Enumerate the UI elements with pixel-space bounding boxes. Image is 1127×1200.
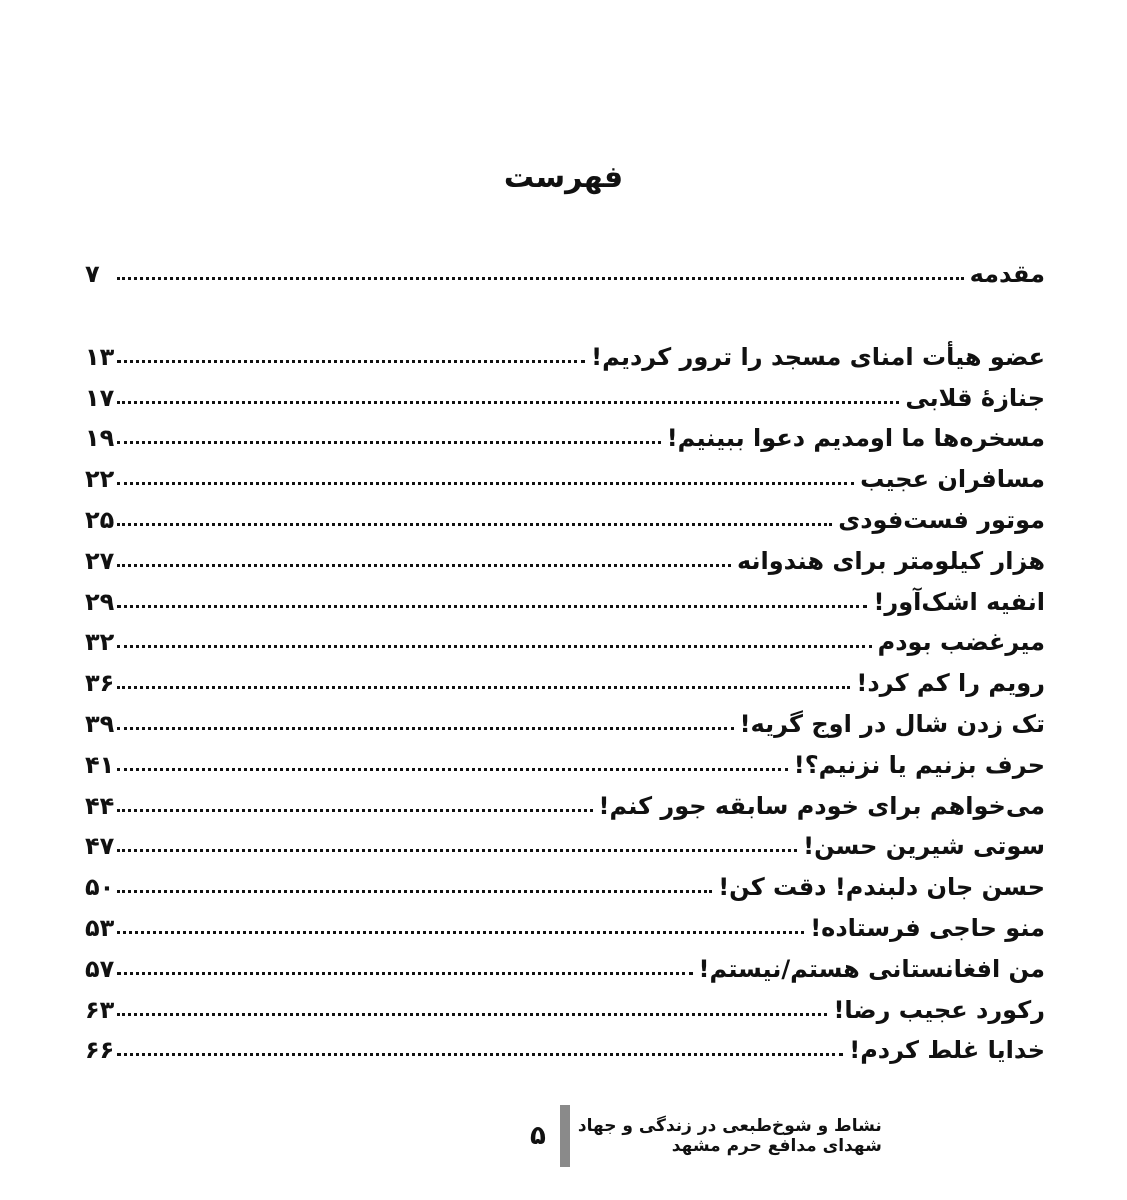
toc-entry-page: ۳۲ — [85, 628, 115, 657]
toc-row — [85, 695, 1045, 736]
toc-entry-title: سوتی شیرین حسن! — [803, 832, 1045, 861]
toc-row — [85, 369, 1045, 410]
toc-entry-title: عضو هیأت امنای مسجد را ترور کردیم! — [591, 342, 1045, 371]
toc-entry-title: من افغانستانی هستم/نیستم! — [698, 954, 1045, 983]
toc-entry-title: مسافران عجیب — [860, 465, 1045, 494]
toc-entry-page: ۲۷ — [85, 546, 115, 575]
toc-entry-title: انفیه اشک‌آور! — [873, 587, 1045, 616]
toc-row-intro — [85, 245, 1045, 286]
page-footer — [530, 1105, 890, 1167]
dot-leader — [117, 564, 731, 567]
toc-entry-page: ۲۲ — [85, 465, 115, 494]
dot-leader — [117, 401, 899, 404]
toc-entry-page: ۶۳ — [85, 995, 115, 1024]
toc-intro — [85, 245, 1045, 286]
toc-entry-page: ۱۷ — [85, 383, 115, 412]
toc-entry-page: ۲۵ — [85, 505, 115, 534]
toc-row — [85, 654, 1045, 698]
toc-entry-page: ۷ — [85, 259, 100, 288]
dot-leader — [117, 890, 712, 893]
dot-leader — [117, 931, 804, 934]
footer-divider-bar — [560, 1105, 570, 1167]
toc-entry-title: میرغضب بودم — [877, 628, 1045, 657]
toc-entry-title: خدایا غلط کردم! — [849, 1036, 1045, 1065]
footer-line-1: نشاط و شوخ‌طبعی در زندگی و جهاد — [577, 1115, 882, 1136]
page-title: فهرست — [503, 160, 624, 195]
toc-entry-title: تک زدن شال در اوج گریه! — [739, 709, 1045, 738]
toc-entry-page: ۶۶ — [85, 1036, 115, 1065]
dot-leader — [117, 1053, 843, 1056]
toc-entry-page: ۴۷ — [85, 832, 115, 861]
toc-row — [85, 981, 1045, 1022]
toc-entry-title: می‌خواهم برای خودم سابقه جور کنم! — [598, 791, 1045, 820]
toc-row — [85, 491, 1045, 532]
footer-line-2: شهدای مدافع حرم مشهد — [671, 1136, 882, 1156]
toc-entry-title: حسن جان دلبندم! دقت کن! — [718, 873, 1045, 902]
toc-row — [85, 450, 1045, 494]
toc-entry-page: ۳۶ — [85, 669, 115, 698]
toc-entry-title: حرف بزنیم یا نزنیم؟! — [793, 750, 1045, 779]
toc-entry-title: منو حاجی فرستاده! — [810, 913, 1045, 942]
toc-entry-page: ۳۹ — [85, 709, 115, 738]
toc-entry-title: جنازۀ قلابی — [905, 383, 1045, 412]
toc-entry-page: ۲۹ — [85, 587, 115, 616]
running-footer-title — [578, 1116, 890, 1157]
dot-leader — [117, 482, 854, 485]
dot-leader — [117, 523, 832, 526]
toc-row — [85, 573, 1045, 614]
toc-entry-page: ۴۱ — [85, 750, 115, 779]
page-number: ۵ — [530, 1121, 546, 1151]
toc-entry-page: ۵۷ — [85, 954, 115, 983]
toc-row — [85, 858, 1045, 902]
toc-entry-title: مقدمه — [969, 259, 1045, 288]
table-of-contents — [85, 328, 1045, 1065]
dot-leader — [117, 441, 661, 444]
toc-row — [85, 410, 1045, 451]
toc-entry-page: ۴۴ — [85, 791, 115, 820]
toc-entry-page: ۱۹ — [85, 424, 115, 453]
toc-row — [85, 736, 1045, 777]
toc-row — [85, 818, 1045, 859]
toc-entry-title: رویم را کم کرد! — [856, 669, 1045, 698]
dot-leader — [117, 277, 964, 280]
toc-entry-title: مسخره‌ها ما اومدیم دعوا ببینیم! — [666, 424, 1045, 453]
toc-entry-page: ۵۳ — [85, 913, 115, 942]
toc-entry-page: ۵۰ — [85, 873, 115, 902]
dot-leader — [117, 809, 593, 812]
dot-leader — [117, 849, 797, 852]
toc-row — [85, 328, 1045, 369]
dot-leader — [117, 768, 788, 771]
toc-entry-title: موتور فست‌فودی — [838, 505, 1045, 534]
dot-leader — [117, 645, 872, 648]
dot-leader — [117, 1013, 827, 1016]
toc-entry-title: هزار کیلومتر برای هندوانه — [736, 546, 1045, 575]
dot-leader — [117, 727, 734, 730]
dot-leader — [117, 360, 585, 363]
dot-leader — [117, 605, 867, 608]
toc-entry-title: رکورد عجیب رضا! — [833, 995, 1045, 1024]
dot-leader — [117, 686, 850, 689]
dot-leader — [117, 972, 693, 975]
toc-row — [85, 899, 1045, 940]
toc-row — [85, 940, 1045, 981]
toc-row — [85, 614, 1045, 655]
toc-entry-page: ۱۳ — [85, 342, 115, 371]
toc-row — [85, 1022, 1045, 1063]
toc-row — [85, 532, 1045, 573]
toc-row — [85, 777, 1045, 818]
